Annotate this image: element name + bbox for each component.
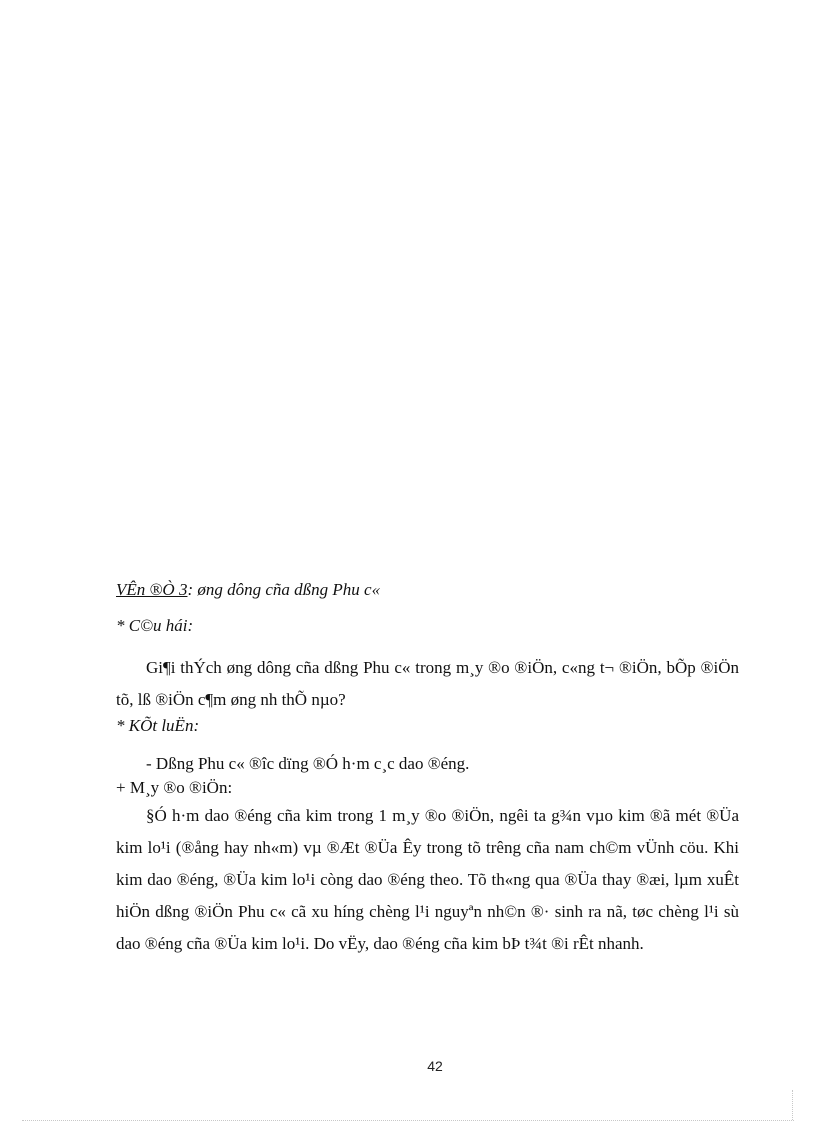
page-side-border xyxy=(792,1090,793,1120)
section-heading xyxy=(116,580,739,600)
page-bottom-border xyxy=(22,1120,794,1121)
question-paragraph: Gi¶i thÝch øng dông cña dßng Phu c« trong m¸y ®o ®iÖn, c«ng t¬ ®iÖn, bÕp ®iÖn tõ, lß ®iÖn c¶m øng nh thÕ nµo? xyxy=(116,658,739,709)
conclusion-label: * KÕt luËn: xyxy=(116,716,200,735)
conclusion-point: - Dßng Phu c« ®îc dïng ®Ó h·m c¸c dao ®éng. xyxy=(146,754,470,773)
explanation-paragraph: §Ó h·m dao ®éng cña kim trong 1 m¸y ®o ®iÖn, ngêi ta g¾n vµo kim ®ã mét ®Üa kim lo¹i (®ång hay nh«m) vµ ®Æt ®Üa Êy trong tõ trêng cña nam ch©m vÜnh cöu. Khi kim dao ®éng, ®Üa kim lo¹i còng dao ®éng theo. Tõ th«ng qua ®Üa thay ®æi, lµm xuÊt hiÖn dßng ®iÖn Phu c« cã xu híng chèng l¹i nguyªn nh©n ®· sinh ra nã, tøc chèng l¹i sù dao ®éng cña ®Üa kim lo¹i. Do vËy, dao ®éng cña kim bÞ t¾t ®i rÊt nhanh. xyxy=(116,806,739,953)
question-label: * C©u hái: xyxy=(116,616,194,635)
section-heading-label: VÊn ®Ò 3 xyxy=(116,580,188,599)
body-text xyxy=(116,580,739,960)
page-number: 42 xyxy=(427,1058,443,1074)
section-heading-title: : øng dông cña dßng Phu c« xyxy=(187,580,381,599)
sub-point-heading: + M¸y ®o ®iÖn: xyxy=(116,778,233,797)
